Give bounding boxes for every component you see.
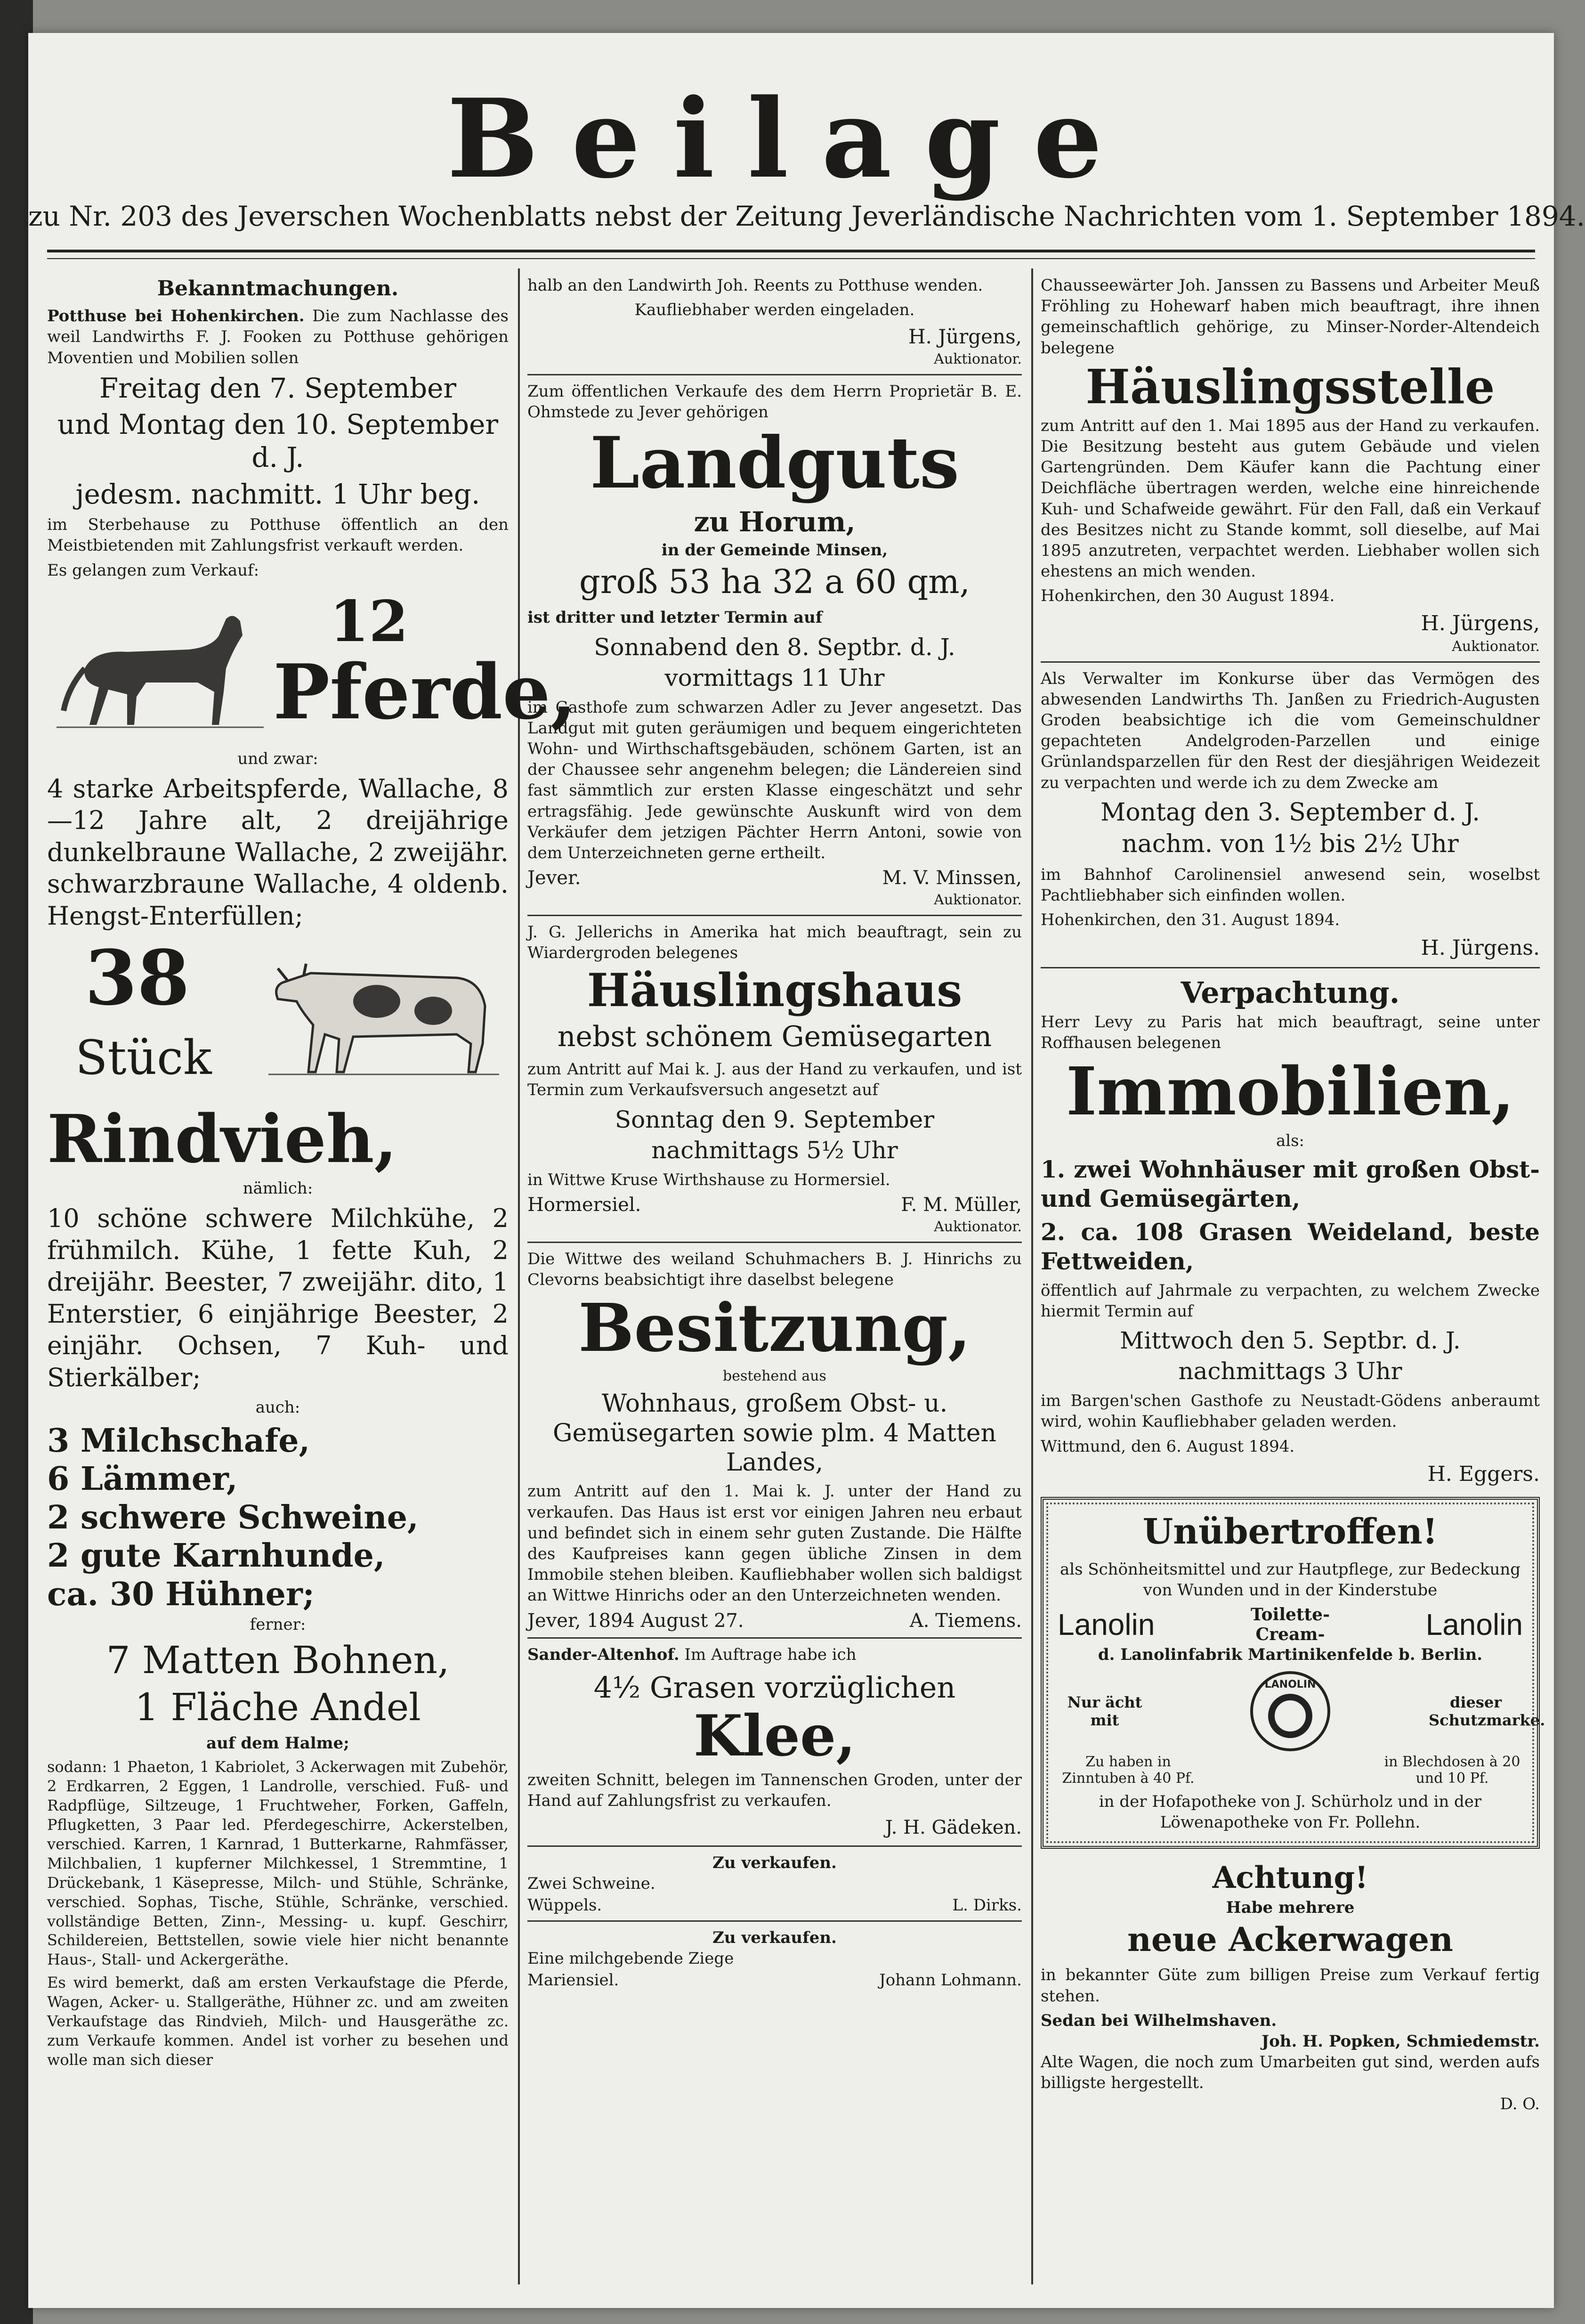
- besitzung-signature-row: [527, 1610, 1022, 1632]
- auction-date-3: jedesm. nachmitt. 1 Uhr beg.: [75, 478, 480, 510]
- stelle-date: Hohenkirchen, den 30 August 1894.: [1041, 586, 1335, 606]
- auction-place: Potthuse bei Hohenkirchen.: [47, 307, 305, 326]
- cattle-count: 38: [85, 934, 190, 1023]
- halme-text: auf dem Halme;: [206, 1733, 349, 1753]
- cow-illustration: [259, 940, 504, 1081]
- lanolin-title: Unübertroffen!: [1142, 1511, 1438, 1552]
- lanolin-echt: Nur ächt mit: [1067, 1693, 1142, 1729]
- prev-ad-role: Auktionator.: [934, 350, 1022, 367]
- besitzung-body: zum Antritt auf den 1. Mai k. J. unter der Hand zu verkaufen. Das Haus ist erst vor einigen Jahren neu erbaut und befindet sich in einem sehr guten Zustande. Die Hälfte des Kaufpreises kann gegen übliche Zinsen in dem Immobile stehen bleiben. Kaufliebhaber wollen sich baldigst an Wittwe Hinrichs oder an den Unterzeichneten wenden.: [527, 1482, 1022, 1605]
- animal-item: 6 Lämmer,: [47, 1460, 238, 1498]
- lanolin-body: als Schönheitsmittel und zur Hautpflege, zur Bedeckung von Wunden und in der Kinderstube: [1059, 1560, 1521, 1600]
- ziege-heading: Zu verkaufen.: [712, 1928, 837, 1948]
- column-divider-2: [1031, 268, 1033, 2284]
- haus-signature-row: [527, 1194, 1022, 1216]
- besitzung-detail: Wohnhaus, großem Obst- u. Gemüsegarten sowie plm. 4 Matten Landes,: [552, 1390, 997, 1477]
- besitzung-intro: Die Wittwe des weiland Schuhmachers B. J. Hinrichs zu Clevorns beabsichtigt ihre daselbst belegene: [527, 1249, 1022, 1290]
- auction-intro-text: Die zum Nachlasse des weil Landwirths F. J. Fooken zu Potthuse gehörigen Moventien und Mobilien sollen: [47, 307, 509, 367]
- lanolin-seal-text: LANOLIN: [1264, 1678, 1316, 1690]
- auction-date-1: Freitag den 7. September: [99, 372, 457, 404]
- schweine-sig: L. Dirks.: [952, 1896, 1022, 1915]
- achtung-place: Sedan bei Wilhelmshaven.: [1041, 2011, 1277, 2030]
- immobilien-place: im Bargen'schen Gasthofe zu Neustadt-Gödens anberaumt wird, wohin Kaufliebhaber geladen werden.: [1041, 1391, 1540, 1431]
- haus-date: Sonntag den 9. September: [615, 1105, 935, 1133]
- besitzung-title: Besitzung,: [578, 1290, 971, 1367]
- header-rule: [47, 250, 1535, 252]
- cattle-detail: 10 schöne schwere Milchkühe, 2 frühmilch. Kühe, 1 fette Kuh, 2 dreijähr. Beester, 7 zweijähr. dito, 1 Enterstier, 6 einjährige Beester, 2 einjähr. Ochsen, 7 Kuh- und Stierkälber;: [47, 1203, 509, 1392]
- konkurs-place: im Bahnhof Carolinensiel anwesend sein, woselbst Pachtliebhaber sich einfinden wollen.: [1041, 865, 1540, 905]
- separator: [527, 1920, 1022, 1922]
- landgut-place: zu Horum,: [694, 505, 856, 538]
- prev-ad-text: halb an den Landwirth Joh. Reents zu Potthuse wenden.: [527, 276, 983, 295]
- immobilien-title: Immobilien,: [1066, 1053, 1515, 1130]
- haus-time: nachmittags 5½ Uhr: [651, 1136, 898, 1164]
- cattle-naemlich: nämlich:: [243, 1179, 313, 1198]
- column-2: [527, 268, 1022, 2294]
- landgut-intro: Zum öffentlichen Verkaufe des dem Herrn Proprietär B. E. Ohmstede zu Jever gehörigen: [527, 382, 1022, 422]
- prev-ad-signature: H. Jürgens,: [908, 325, 1022, 349]
- cattle-block: [47, 935, 509, 1105]
- stelle-body: zum Antritt auf den 1. Mai 1895 aus der Hand zu verkaufen. Die Besitzung besteht aus gutem Gebäude und vielen Gartengründen. Dem Käufer kann die Pachtung einer Deichfläche übertragen werden, welche eine hinreichende Kuh- und Schafweide gewährt. Für den Fall, daß ein Verkauf des Besitzes nicht zu Stande kommt, soll dieselbe, auf Mai 1895 anzutreten, verpachtet werden. Liebhaber wollen sich ehestens an mich wenden.: [1041, 416, 1540, 581]
- landgut-body: im Gasthofe zum schwarzen Adler zu Jever angesetzt. Das Landgut mit guten geräumigen und bequem eingerichteten Wohn- und Wirthschaftsgebäuden, schönem Garten, ist an der Chaussee sehr angenehm belegen; die Ländereien sind fast sämmtlich zur ersten Klasse eingeschätzt und sehr ertragsfähig. Jede gewünschte Auskunft wird von dem Verkäufer dem jetzigen Pächter Herrn Antoni, sowie von dem Unterzeichneten gerne ertheilt.: [527, 698, 1022, 862]
- landgut-signature-row: [527, 867, 1022, 889]
- horses-detail: 4 starke Arbeitspferde, Wallache, 8—12 Jahre alt, 2 dreijährige dunkelbraune Wallache, 2 zweijähr. schwarzbraune Wallache, 4 oldenb. Hengst-Enterfüllen;: [47, 773, 509, 931]
- lanolin-brand-row: [1058, 1605, 1523, 1644]
- beans-line-1: 7 Matten Bohnen,: [106, 1638, 450, 1682]
- lanolin-left: Lanolin: [1058, 1607, 1155, 1641]
- schweine-place: Wüppels.: [527, 1896, 602, 1915]
- haus-sub: nebst schönem Gemüsegarten: [557, 1020, 992, 1054]
- achtung-big: neue Ackerwagen: [1127, 1920, 1454, 1959]
- schweine-text: Zwei Schweine.: [527, 1874, 655, 1893]
- haus-title: Häuslingshaus: [587, 964, 962, 1017]
- immobilien-als: als:: [1276, 1131, 1305, 1150]
- klee-title: Klee,: [693, 1703, 856, 1770]
- haus-role: Auktionator.: [934, 1218, 1022, 1235]
- ziege-signature-row: [527, 1971, 1022, 1990]
- animal-item: 2 gute Karnhunde,: [47, 1537, 385, 1575]
- column-divider-1: [518, 268, 520, 2284]
- konkurs-date: Montag den 3. September d. J.: [1100, 798, 1480, 827]
- schweine-signature-row: [527, 1896, 1022, 1915]
- prev-ad-invite: Kaufliebhaber werden eingeladen.: [634, 301, 915, 320]
- landgut-role: Auktionator.: [934, 892, 1022, 909]
- klee-intro-text: Im Auftrage habe ich: [684, 1645, 857, 1664]
- immobilien-time: nachmittags 3 Uhr: [1178, 1357, 1402, 1385]
- cattle-word: Rindvieh,: [47, 1101, 397, 1178]
- klee-place: Sander-Altenhof.: [527, 1645, 679, 1664]
- horse-illustration: [57, 598, 264, 739]
- verpachtung-heading: Verpachtung.: [1181, 975, 1400, 1010]
- auction-intro: [47, 306, 509, 368]
- separator: [527, 915, 1022, 916]
- horse-count: 12: [330, 588, 408, 655]
- landgut-date: Sonnabend den 8. Septbr. d. J.: [594, 633, 955, 661]
- lanolin-seal-row: [1058, 1669, 1545, 1754]
- immobilien-body: öffentlich auf Jahrmale zu verpachten, zu welchem Zwecke hiermit Termin auf: [1041, 1281, 1540, 1321]
- haus-sig-place: Hormersiel.: [527, 1194, 641, 1216]
- sodann-text: sodann: 1 Phaeton, 1 Kabriolet, 3 Ackerwagen mit Zubehör, 2 Erdkarren, 2 Eggen, 1 Landrolle, verschied. Fuß- und Radpflüge, Siltzeuge, 1 Fruchtweher, Forken, Gaffeln, Pflugketten, 3 Paar led. Pferdegeschirre, Ackerstelben, verschied. Karren, 1 Karnrad, 1 Butterkarne, Rahmfässer, Milchbalien, 1 kupferner Milchkessel, 1 Stremmtine, 1 Drückebank, 1 Käsepresse, Milch- und Stühle, Schränke, verschied. Sophas, Tische, Stühle, Schränke, verschied. vollständige Betten, Zinn-, Messing- u. kupf. Geschirr, Schildereien, Bettstellen, sowie viele hier nicht benannte Haus-, Stall- und Ackergeräthe.: [47, 1757, 509, 1969]
- haus-place: in Wittwe Kruse Wirthshause zu Hormersiel.: [527, 1170, 890, 1189]
- stelle-title: Häuslingsstelle: [1085, 358, 1495, 414]
- landgut-sig-place: Jever.: [527, 867, 581, 889]
- klee-sig: J. H. Gädeken.: [885, 1816, 1022, 1838]
- separator: [527, 1637, 1022, 1639]
- stelle-role: Auktionator.: [1452, 638, 1540, 655]
- beans-line-2: 1 Fläche Andel: [135, 1685, 421, 1729]
- verpachtung-intro: Herr Levy zu Paris hat mich beauftragt, seine unter Roffhausen belegenen: [1041, 1013, 1540, 1053]
- haus-intro: J. G. Jellerichs in Amerika hat mich beauftragt, sein zu Wiardergroden belegenes: [527, 923, 1022, 963]
- animal-item: ca. 30 Hühner;: [47, 1575, 315, 1613]
- achtung-alte: Alte Wagen, die noch zum Umarbeiten gut sind, werden aufs billigste hergestellt.: [1041, 2053, 1540, 2093]
- konkurs-time: nachm. von 1½ bis 2½ Uhr: [1122, 830, 1459, 859]
- auch-text: auch:: [255, 1398, 300, 1417]
- achtung-body: in bekannter Güte zum billigen Preise zum Verkauf fertig stehen.: [1041, 1966, 1540, 2006]
- lanolin-price-row: [1058, 1754, 1523, 1787]
- haus-body: zum Antritt auf Mai k. J. aus der Hand zu verkaufen, und ist Termin zum Verkaufsversuch angesetzt auf: [527, 1060, 1022, 1100]
- konkurs-sig: H. Jürgens.: [1421, 935, 1540, 960]
- ziege-sig: Johann Lohmann.: [879, 1971, 1022, 1990]
- page-header: [28, 33, 1585, 268]
- achtung-sig: Joh. H. Popken, Schmiedemstr.: [1262, 2032, 1540, 2051]
- landgut-gemeinde: in der Gemeinde Minsen,: [661, 541, 888, 560]
- separator: [527, 1845, 1022, 1847]
- auction-place-text: im Sterbehause zu Potthuse öffentlich an den Meistbietenden mit Zahlungsfrist verkauft werden.: [47, 515, 509, 555]
- landgut-termin: ist dritter und letzter Termin auf: [527, 608, 823, 627]
- klee-intro: [527, 1644, 1022, 1665]
- achtung-habe: Habe mehrere: [1226, 1898, 1355, 1918]
- horses-word: Pferde,: [273, 647, 577, 736]
- column-3: [1041, 268, 1545, 2294]
- lanolin-trademark-seal: [1248, 1669, 1333, 1754]
- ferner-text: ferner:: [250, 1615, 306, 1634]
- horses-block: [47, 560, 577, 748]
- auction-note: Es wird bemerkt, daß am ersten Verkaufstage die Pferde, Wagen, Acker- u. Stallgeräthe, Hühner zc. und am zweiten Verkaufstage das Rindvieh, Milch- und Hausgeräthe zc. zum Verkaufe kommen. Andel ist vorher zu besehen und wolle man sich dieser: [47, 1974, 509, 2069]
- konkurs-body: Als Verwalter im Konkurse über das Vermögen des abwesenden Landwirths Th. Janßen zu Friedrich-Augusten Groden beabsichtige ich die vom Gemeinschuldner gepachteten Andelgroden-Parzellen und einige Grünlandsparzellen für den Rest der diesjährigen Weidezeit zu verpachten und werde ich zu dem Zwecke am: [1041, 669, 1540, 792]
- separator: [1041, 967, 1540, 968]
- page-subtitle: zu Nr. 203 des Jeverschen Wochenblatts nebst der Zeitung Jeverländische Nachrichten vom 1. September 1894.: [28, 200, 1585, 232]
- immobilien-item-2: 2. ca. 108 Grasen Weideland, beste Fettweiden,: [1041, 1218, 1540, 1276]
- besitzung-sig: A. Tiemens.: [909, 1609, 1022, 1632]
- lanolin-mid: Toilette-Cream-: [1250, 1604, 1330, 1644]
- cattle-stueck: Stück: [75, 1030, 212, 1086]
- ziege-text: Eine milchgebende Ziege: [527, 1949, 734, 1968]
- ziege-place: Mariensiel.: [527, 1971, 619, 1990]
- stelle-intro: Chausseewärter Joh. Janssen zu Bassens und Arbeiter Meuß Fröhling zu Hohewarf haben mich beauftragt, ihre ihnen gemeinschaftlich gehörige, zu Minser-Norder-Altendeich belegene: [1041, 276, 1540, 358]
- lanolin-maker: d. Lanolinfabrik Martinikenfelde b. Berlin.: [1098, 1645, 1483, 1664]
- landgut-size: groß 53 ha 32 a 60 qm,: [579, 562, 970, 601]
- immobilien-date: Mittwoch den 5. Septbr. d. J.: [1120, 1327, 1461, 1355]
- animals-list: [47, 1422, 509, 1614]
- gelangen-text: Es gelangen zum Verkauf:: [47, 561, 259, 580]
- announcements-heading: Bekanntmachungen.: [157, 276, 399, 301]
- immobilien-sig: H. Eggers.: [1427, 1462, 1540, 1486]
- lanolin-advert: [1041, 1497, 1545, 1849]
- horses-und: und zwar:: [237, 749, 318, 768]
- separator: [1041, 661, 1540, 663]
- lanolin-schutz: dieser Schutzmarke.: [1429, 1693, 1545, 1729]
- landgut-sig: M. V. Minssen,: [882, 867, 1022, 889]
- lanolin-right: Lanolin: [1425, 1607, 1523, 1641]
- auction-date-2: und Montag den 10. September d. J.: [57, 408, 499, 473]
- header-rule-thin: [47, 258, 1535, 259]
- immobilien-date-line: Wittmund, den 6. August 1894.: [1041, 1437, 1295, 1456]
- achtung-title: Achtung!: [1212, 1860, 1368, 1896]
- separator: [527, 1242, 1022, 1243]
- klee-amount: 4½ Grasen vorzüglichen: [593, 1670, 956, 1705]
- immobilien-item-1: 1. zwei Wohnhäuser mit großen Obst- und Gemüsegärten,: [1041, 1155, 1540, 1213]
- klee-body: zweiten Schnitt, belegen im Tannenschen Groden, unter der Hand auf Zahlungsfrist zu verkaufen.: [527, 1771, 1022, 1811]
- besitzung-bestehend: bestehend aus: [723, 1368, 826, 1385]
- achtung-initials: D. O.: [1500, 2094, 1540, 2113]
- newspaper-page: [28, 33, 1585, 2308]
- animal-item: 3 Milchschafe,: [47, 1422, 310, 1460]
- page-title: Beilage: [447, 75, 1135, 203]
- lanolin-price-left: Zu haben in Zinntuben à 40 Pf.: [1062, 1753, 1195, 1787]
- schweine-heading: Zu verkaufen.: [712, 1853, 837, 1872]
- animal-item: 2 schwere Schweine,: [47, 1498, 419, 1536]
- lanolin-where: in der Hofapotheke von J. Schürholz und in der Löwenapotheke von Fr. Pollehn.: [1099, 1792, 1482, 1832]
- landgut-time: vormittags 11 Uhr: [664, 664, 885, 691]
- besitzung-date: Jever, 1894 August 27.: [527, 1609, 744, 1632]
- stelle-sig: H. Jürgens,: [1421, 611, 1540, 636]
- konkurs-date-line: Hohenkirchen, den 31. August 1894.: [1041, 910, 1340, 930]
- haus-sig: F. M. Müller,: [901, 1194, 1022, 1216]
- lanolin-price-right: in Blechdosen à 20 und 10 Pf.: [1384, 1753, 1520, 1787]
- separator: [527, 374, 1022, 375]
- landgut-title: Landguts: [590, 422, 960, 505]
